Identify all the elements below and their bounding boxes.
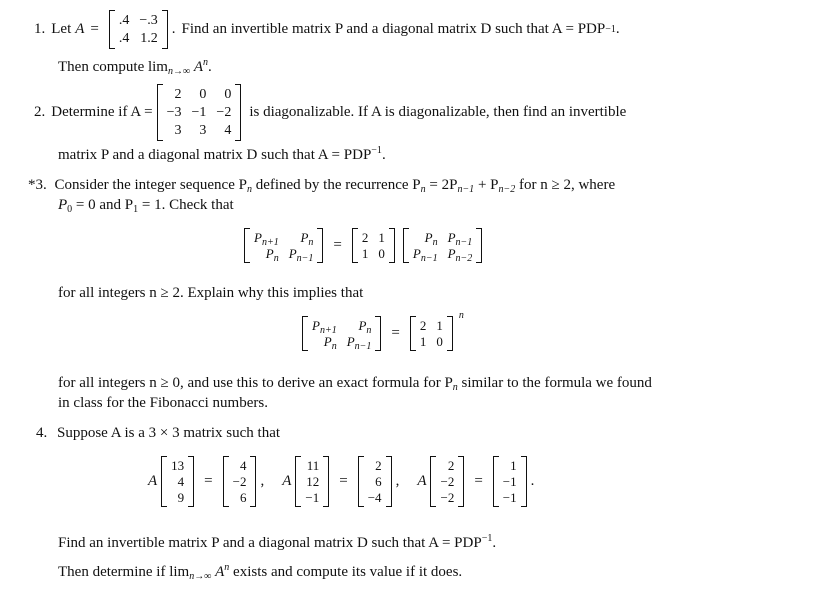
period: . bbox=[171, 21, 176, 37]
matrix-cell: −2 bbox=[216, 105, 232, 120]
problem-1-intro: Let bbox=[51, 21, 72, 37]
power-n: n bbox=[458, 310, 464, 321]
p3-text-b: defined by the recurrence P bbox=[255, 177, 421, 193]
matrix-cell: 4 bbox=[239, 458, 247, 473]
matrix-cell: 3 bbox=[174, 123, 182, 138]
right-bracket bbox=[447, 316, 453, 351]
subscript: n bbox=[420, 184, 426, 195]
subscript: n bbox=[452, 382, 458, 393]
matrix-A-p1 bbox=[109, 10, 168, 49]
matrix-cell: −1 bbox=[502, 474, 517, 489]
matrix-cell: $P_{n-1}$ bbox=[412, 246, 438, 264]
problem-2-line-1 bbox=[34, 84, 626, 141]
comma: , bbox=[260, 473, 265, 489]
problem-3-end-line-1 bbox=[58, 374, 652, 393]
problem-4-number: 4. bbox=[36, 425, 48, 441]
matrix-cell: 2 bbox=[375, 458, 382, 473]
problem-1-text: Find an invertible matrix P and a diagonal matrix D such that A = PDP bbox=[181, 21, 606, 37]
subscript: n−2 bbox=[498, 184, 516, 195]
period: . bbox=[530, 473, 535, 489]
subscript: 1 bbox=[133, 204, 139, 215]
matrix-cell: 2 bbox=[447, 458, 455, 473]
matrix-cell: 4 bbox=[177, 474, 185, 489]
equals-sign: = bbox=[204, 473, 213, 489]
matrix-cell: 1 bbox=[419, 334, 427, 349]
right-bracket bbox=[235, 84, 241, 141]
matrix-grid bbox=[409, 228, 476, 263]
problem-2-number: 2. bbox=[34, 104, 46, 120]
right-bracket bbox=[317, 228, 323, 263]
problem-3-mid-text: for all integers n ≥ 2. Explain why this implies that bbox=[58, 285, 364, 301]
p3-text-d: + P bbox=[477, 177, 499, 193]
matrix-cell: 12 bbox=[306, 474, 320, 489]
vector-v3 bbox=[430, 456, 464, 507]
vector-v1 bbox=[161, 456, 194, 507]
problem-3-line-2 bbox=[58, 196, 234, 215]
matrix-cell: $P_{n-1}$ bbox=[288, 246, 314, 264]
matrix-cell: $P_{n-2}$ bbox=[447, 246, 473, 264]
matrix-cell: .4 bbox=[118, 31, 130, 46]
var-A: A bbox=[417, 473, 427, 489]
matrix-grid bbox=[416, 316, 447, 351]
right-bracket bbox=[476, 228, 482, 263]
lim-text: Then determine if lim bbox=[58, 564, 190, 580]
matrix-cell: 6 bbox=[239, 490, 247, 505]
var-A: A bbox=[148, 473, 158, 489]
problem-3-line-1 bbox=[28, 176, 615, 195]
problem-4-line-1 bbox=[36, 424, 280, 443]
problem-4-line-3 bbox=[58, 563, 462, 582]
matrix-cell: 1 bbox=[361, 246, 369, 261]
problem-1-number: 1. bbox=[34, 21, 46, 37]
period: . bbox=[208, 59, 212, 75]
right-bracket bbox=[458, 456, 464, 507]
matrix-cell: −2 bbox=[440, 490, 455, 505]
matrix-cell: $P_n$ bbox=[265, 246, 279, 264]
problem-4-text-3: exists and compute its value if it does. bbox=[233, 564, 463, 580]
matrix-eq1-left bbox=[244, 228, 323, 263]
inverse-exponent: −1 bbox=[371, 145, 382, 156]
period: . bbox=[492, 535, 497, 551]
matrix-cell: 4 bbox=[224, 123, 232, 138]
matrix-cell: 0 bbox=[378, 246, 385, 261]
matrix-cell: 9 bbox=[177, 490, 185, 505]
matrix-cell: −.3 bbox=[139, 13, 158, 28]
right-bracket bbox=[386, 456, 392, 507]
matrix-grid bbox=[358, 228, 389, 263]
equals-sign: = bbox=[90, 21, 99, 37]
p3-end-b: similar to the formula we found bbox=[461, 375, 652, 391]
matrix-eq2-left bbox=[302, 316, 381, 351]
var-A: A bbox=[193, 59, 204, 75]
subscript: n−1 bbox=[457, 184, 475, 195]
right-bracket bbox=[162, 10, 168, 49]
equals-sign: = bbox=[391, 325, 400, 341]
problem-2-text-2: matrix P and a diagonal matrix D such that A = PDP bbox=[58, 147, 372, 163]
matrix-grid bbox=[436, 456, 458, 507]
p3-text-c: = 2P bbox=[429, 177, 458, 193]
right-bracket bbox=[389, 228, 395, 263]
right-bracket bbox=[250, 456, 256, 507]
matrix-grid bbox=[308, 316, 375, 351]
lim-subscript: n→∞ bbox=[189, 571, 212, 582]
vector-r1 bbox=[223, 456, 257, 507]
period: . bbox=[381, 147, 386, 163]
power-n: n bbox=[224, 562, 230, 573]
matrix-cell: $P_{n-1}$ bbox=[346, 334, 372, 352]
problem-2-line-2 bbox=[58, 146, 386, 165]
matrix-grid bbox=[115, 10, 162, 49]
equals-sign: = bbox=[474, 473, 483, 489]
problem-2-text: is diagonalizable. If A is diagonalizable, then find an invertible bbox=[249, 104, 627, 120]
problem-4-text-2: Find an invertible matrix P and a diagonal matrix D such that A = PDP bbox=[58, 535, 482, 551]
matrix-eq1-right bbox=[403, 228, 482, 263]
matrix-cell: 0 bbox=[436, 334, 443, 349]
matrix-cell: 6 bbox=[375, 474, 382, 489]
matrix-cell: −1 bbox=[191, 105, 207, 120]
problem-4-equations bbox=[148, 456, 534, 507]
power-n: n bbox=[203, 57, 209, 68]
matrix-cell: −3 bbox=[166, 105, 182, 120]
matrix-cell: $P_n$ bbox=[300, 230, 314, 248]
matrix-cell: $P_{n+1}$ bbox=[254, 230, 279, 248]
matrix-cell: $P_n$ bbox=[424, 230, 438, 248]
problem-3-end-line-2: in class for the Fibonacci numbers. bbox=[58, 395, 268, 411]
problem-4-line-2 bbox=[58, 534, 496, 553]
matrix-grid bbox=[229, 456, 251, 507]
right-bracket bbox=[188, 456, 194, 507]
subscript: 0 bbox=[67, 204, 73, 215]
matrix-cell: 13 bbox=[171, 458, 185, 473]
problem-3-equation-2 bbox=[298, 310, 464, 352]
matrix-cell: 1.2 bbox=[140, 31, 158, 46]
matrix-cell: $P_n$ bbox=[323, 334, 337, 352]
p3-text-f: = 0 and P bbox=[75, 197, 134, 213]
subscript: n bbox=[246, 184, 252, 195]
matrix-cell: $P_n$ bbox=[358, 318, 372, 336]
lim-text: Then compute lim bbox=[58, 59, 168, 75]
matrix-grid bbox=[163, 84, 236, 141]
matrix-cell: −1 bbox=[305, 490, 320, 505]
problem-2-intro: Determine if A = bbox=[51, 104, 153, 120]
matrix-cell: 1 bbox=[436, 318, 443, 333]
var-A: A bbox=[75, 21, 85, 37]
matrix-grid bbox=[250, 228, 317, 263]
p3-text-a: Consider the integer sequence P bbox=[54, 177, 247, 193]
matrix-grid bbox=[499, 456, 521, 507]
p3-text-g: = 1. Check that bbox=[141, 197, 234, 213]
var-A: A bbox=[215, 564, 225, 580]
problem-1-line-1: 1. Let A = .4 −.3 .4 1.2 . Find an invertible matrix P and a diagonal matrix D such that A = PDP −1 . bbox=[34, 10, 620, 49]
vector-v2 bbox=[295, 456, 329, 507]
problem-3-number: *3. bbox=[28, 177, 47, 193]
matrix-cell: $P_{n-1}$ bbox=[447, 230, 473, 248]
problem-4-text: Suppose A is a 3 × 3 matrix such that bbox=[57, 425, 281, 441]
matrix-cell: 11 bbox=[306, 458, 320, 473]
matrix-eq2-right bbox=[410, 316, 453, 351]
inverse-exponent: −1 bbox=[481, 533, 493, 544]
problem-3-equation-1 bbox=[240, 228, 486, 263]
matrix-grid bbox=[301, 456, 323, 507]
matrix-eq1-mid bbox=[352, 228, 395, 263]
right-bracket bbox=[375, 316, 381, 351]
matrix-A-p2 bbox=[157, 84, 242, 141]
matrix-cell: 1 bbox=[510, 458, 517, 473]
equals-sign: = bbox=[339, 473, 348, 489]
p3-end-a: for all integers n ≥ 0, and use this to derive an exact formula for P bbox=[58, 375, 453, 391]
matrix-cell: 2 bbox=[361, 230, 369, 245]
matrix-cell: 0 bbox=[199, 87, 207, 102]
matrix-grid bbox=[364, 456, 386, 507]
matrix-cell: −2 bbox=[440, 474, 455, 489]
matrix-cell: −4 bbox=[367, 490, 382, 505]
equals-sign: = bbox=[333, 237, 342, 253]
p3-text-e: for n ≥ 2, where bbox=[519, 177, 616, 193]
matrix-cell: .4 bbox=[118, 13, 130, 28]
matrix-cell: 2 bbox=[419, 318, 427, 333]
p3-P0: P bbox=[58, 197, 68, 213]
matrix-cell: 2 bbox=[174, 87, 182, 102]
period: . bbox=[615, 21, 620, 37]
matrix-cell: −2 bbox=[232, 474, 247, 489]
right-bracket bbox=[521, 456, 527, 507]
problem-1-line-2 bbox=[58, 58, 212, 77]
matrix-cell: 0 bbox=[224, 87, 232, 102]
matrix-cell: 3 bbox=[199, 123, 207, 138]
matrix-cell: $P_{n+1}$ bbox=[312, 318, 337, 336]
right-bracket bbox=[323, 456, 329, 507]
matrix-grid bbox=[167, 456, 188, 507]
vector-r3 bbox=[493, 456, 527, 507]
matrix-cell: 1 bbox=[378, 230, 385, 245]
matrix-cell: −1 bbox=[502, 490, 517, 505]
vector-r2 bbox=[358, 456, 392, 507]
lim-subscript: n→∞ bbox=[167, 66, 191, 77]
var-A: A bbox=[282, 473, 292, 489]
comma: , bbox=[395, 473, 400, 489]
